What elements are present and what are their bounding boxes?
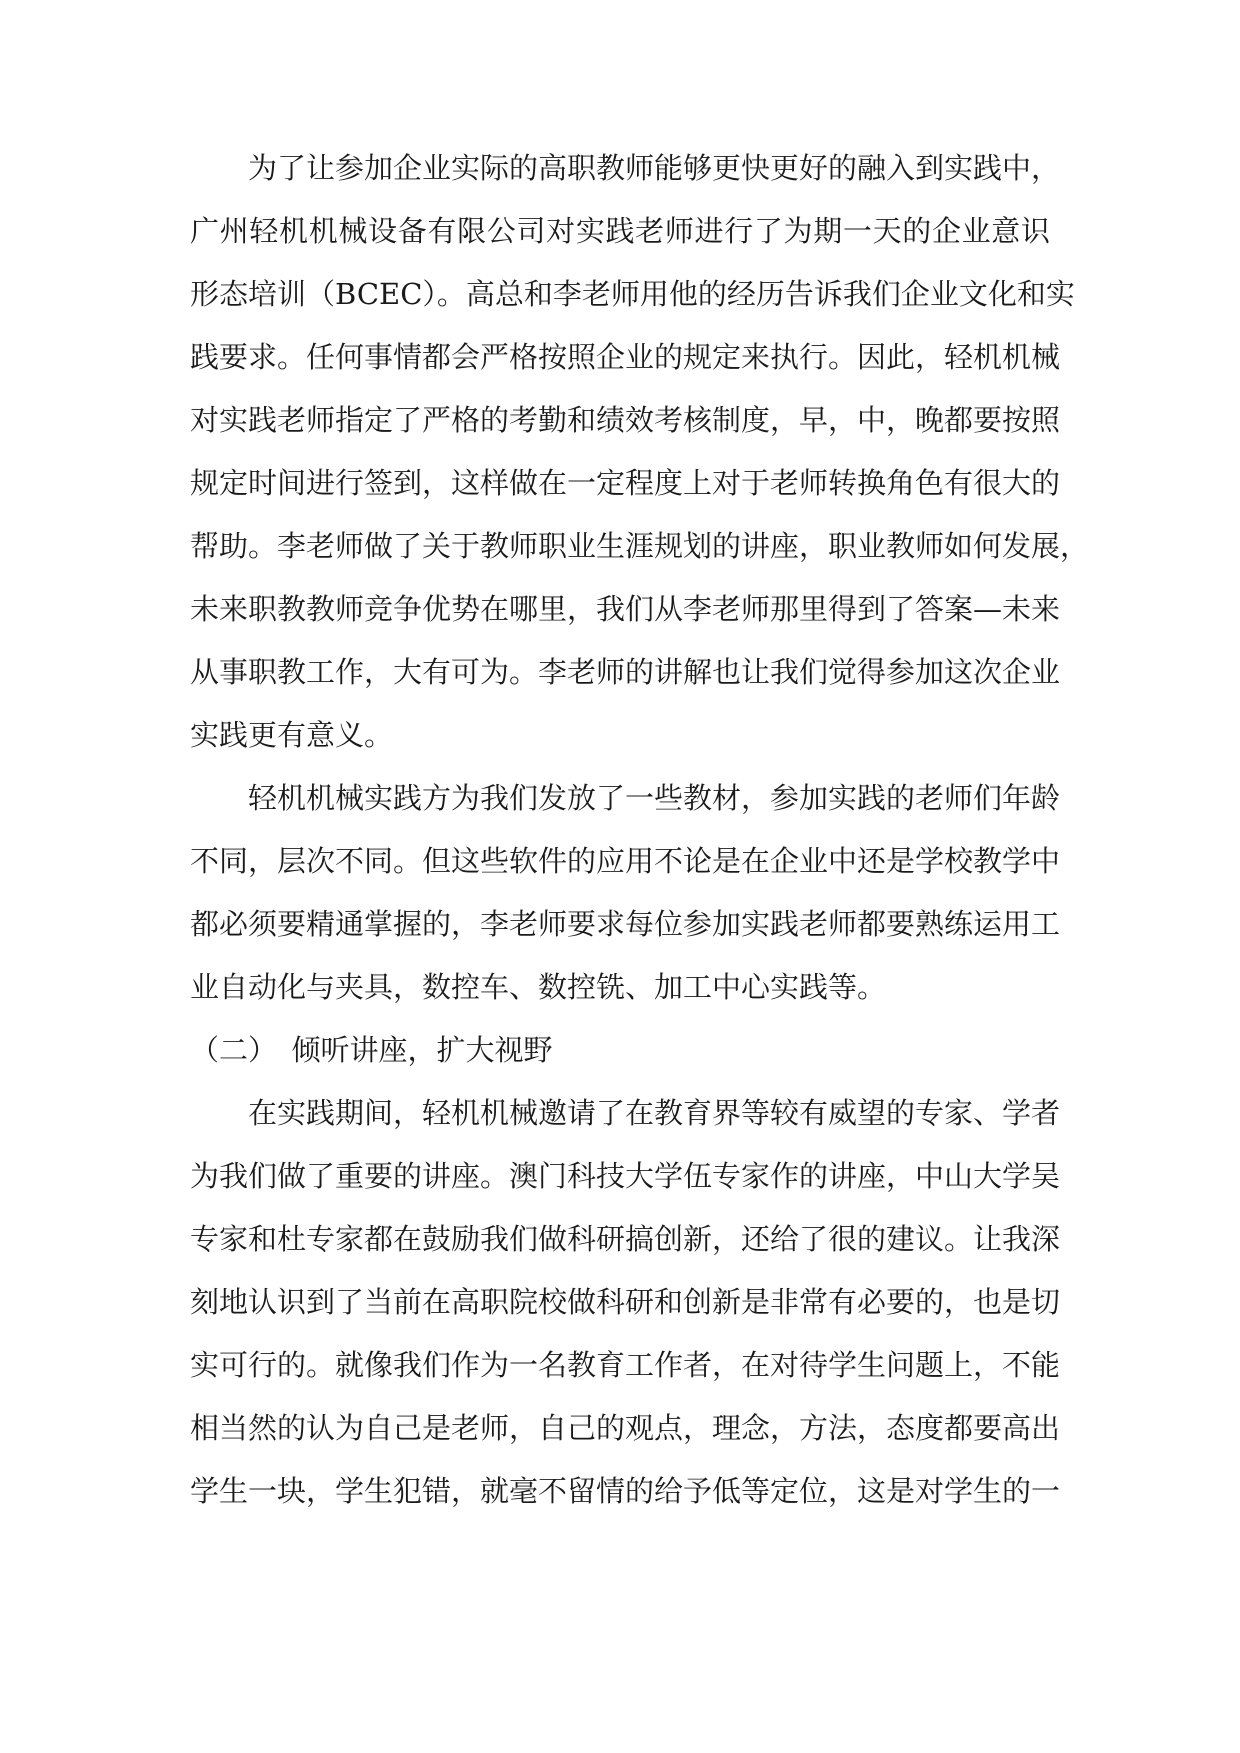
paragraph-1-line-4: 践要求。任何事情都会严格按照企业的规定来执行。因此，轻机机械 xyxy=(190,340,1061,374)
paragraph-1-line-1: 为了让参加企业实际的高职教师能够更快更好的融入到实践中， xyxy=(248,151,1061,185)
paragraph-2-line-3: 都必须要精通掌握的，李老师要求每位参加实践老师都要熟练运用工 xyxy=(190,907,1061,941)
section-heading: （二） 倾听讲座，扩大视野 xyxy=(190,1033,553,1067)
paragraph-3-line-6: 相当然的认为自己是老师，自己的观点，理念，方法，态度都要高出 xyxy=(190,1411,1061,1445)
paragraph-1-line-10: 实践更有意义。 xyxy=(190,718,394,752)
paragraph-3-line-3: 专家和杜专家都在鼓励我们做科研搞创新，还给了很的建议。让我深 xyxy=(190,1222,1061,1256)
paragraph-1-line-8: 未来职教教师竞争优势在哪里，我们从李老师那里得到了答案—未来 xyxy=(190,592,1061,626)
paragraph-3-line-7: 学生一块，学生犯错，就毫不留情的给予低等定位，这是对学生的一 xyxy=(190,1474,1061,1508)
paragraph-1-line-2: 广州轻机机械设备有限公司对实践老师进行了为期一天的企业意识 xyxy=(190,214,1050,248)
paragraph-1-line-5: 对实践老师指定了严格的考勤和绩效考核制度，早，中，晚都要按照 xyxy=(190,403,1061,437)
paragraph-3-line-5: 实可行的。就像我们作为一名教育工作者，在对待学生问题上，不能 xyxy=(190,1348,1061,1382)
paragraph-3-line-1: 在实践期间，轻机机械邀请了在教育界等较有威望的专家、学者 xyxy=(248,1096,1061,1130)
paragraph-1-line-6: 规定时间进行签到，这样做在一定程度上对于老师转换角色有很大的 xyxy=(190,466,1061,500)
paragraph-2-line-1: 轻机机械实践方为我们发放了一些教材，参加实践的老师们年龄 xyxy=(248,781,1061,815)
paragraph-1-line-3: 形态培训（BCEC）。高总和李老师用他的经历告诉我们企业文化和实 xyxy=(190,277,1075,311)
paragraph-3-line-2: 为我们做了重要的讲座。澳门科技大学伍专家作的讲座，中山大学吴 xyxy=(190,1159,1061,1193)
paragraph-1-line-7: 帮助。李老师做了关于教师职业生涯规划的讲座，职业教师如何发展， xyxy=(190,529,1090,563)
paragraph-1-line-9: 从事职教工作，大有可为。李老师的讲解也让我们觉得参加这次企业 xyxy=(190,655,1061,689)
paragraph-2-line-4: 业自动化与夹具，数控车、数控铣、加工中心实践等。 xyxy=(190,970,887,1004)
paragraph-3-line-4: 刻地认识到了当前在高职院校做科研和创新是非常有必要的，也是切 xyxy=(190,1285,1061,1319)
paragraph-2-line-2: 不同，层次不同。但这些软件的应用不论是在企业中还是学校教学中 xyxy=(190,844,1061,878)
